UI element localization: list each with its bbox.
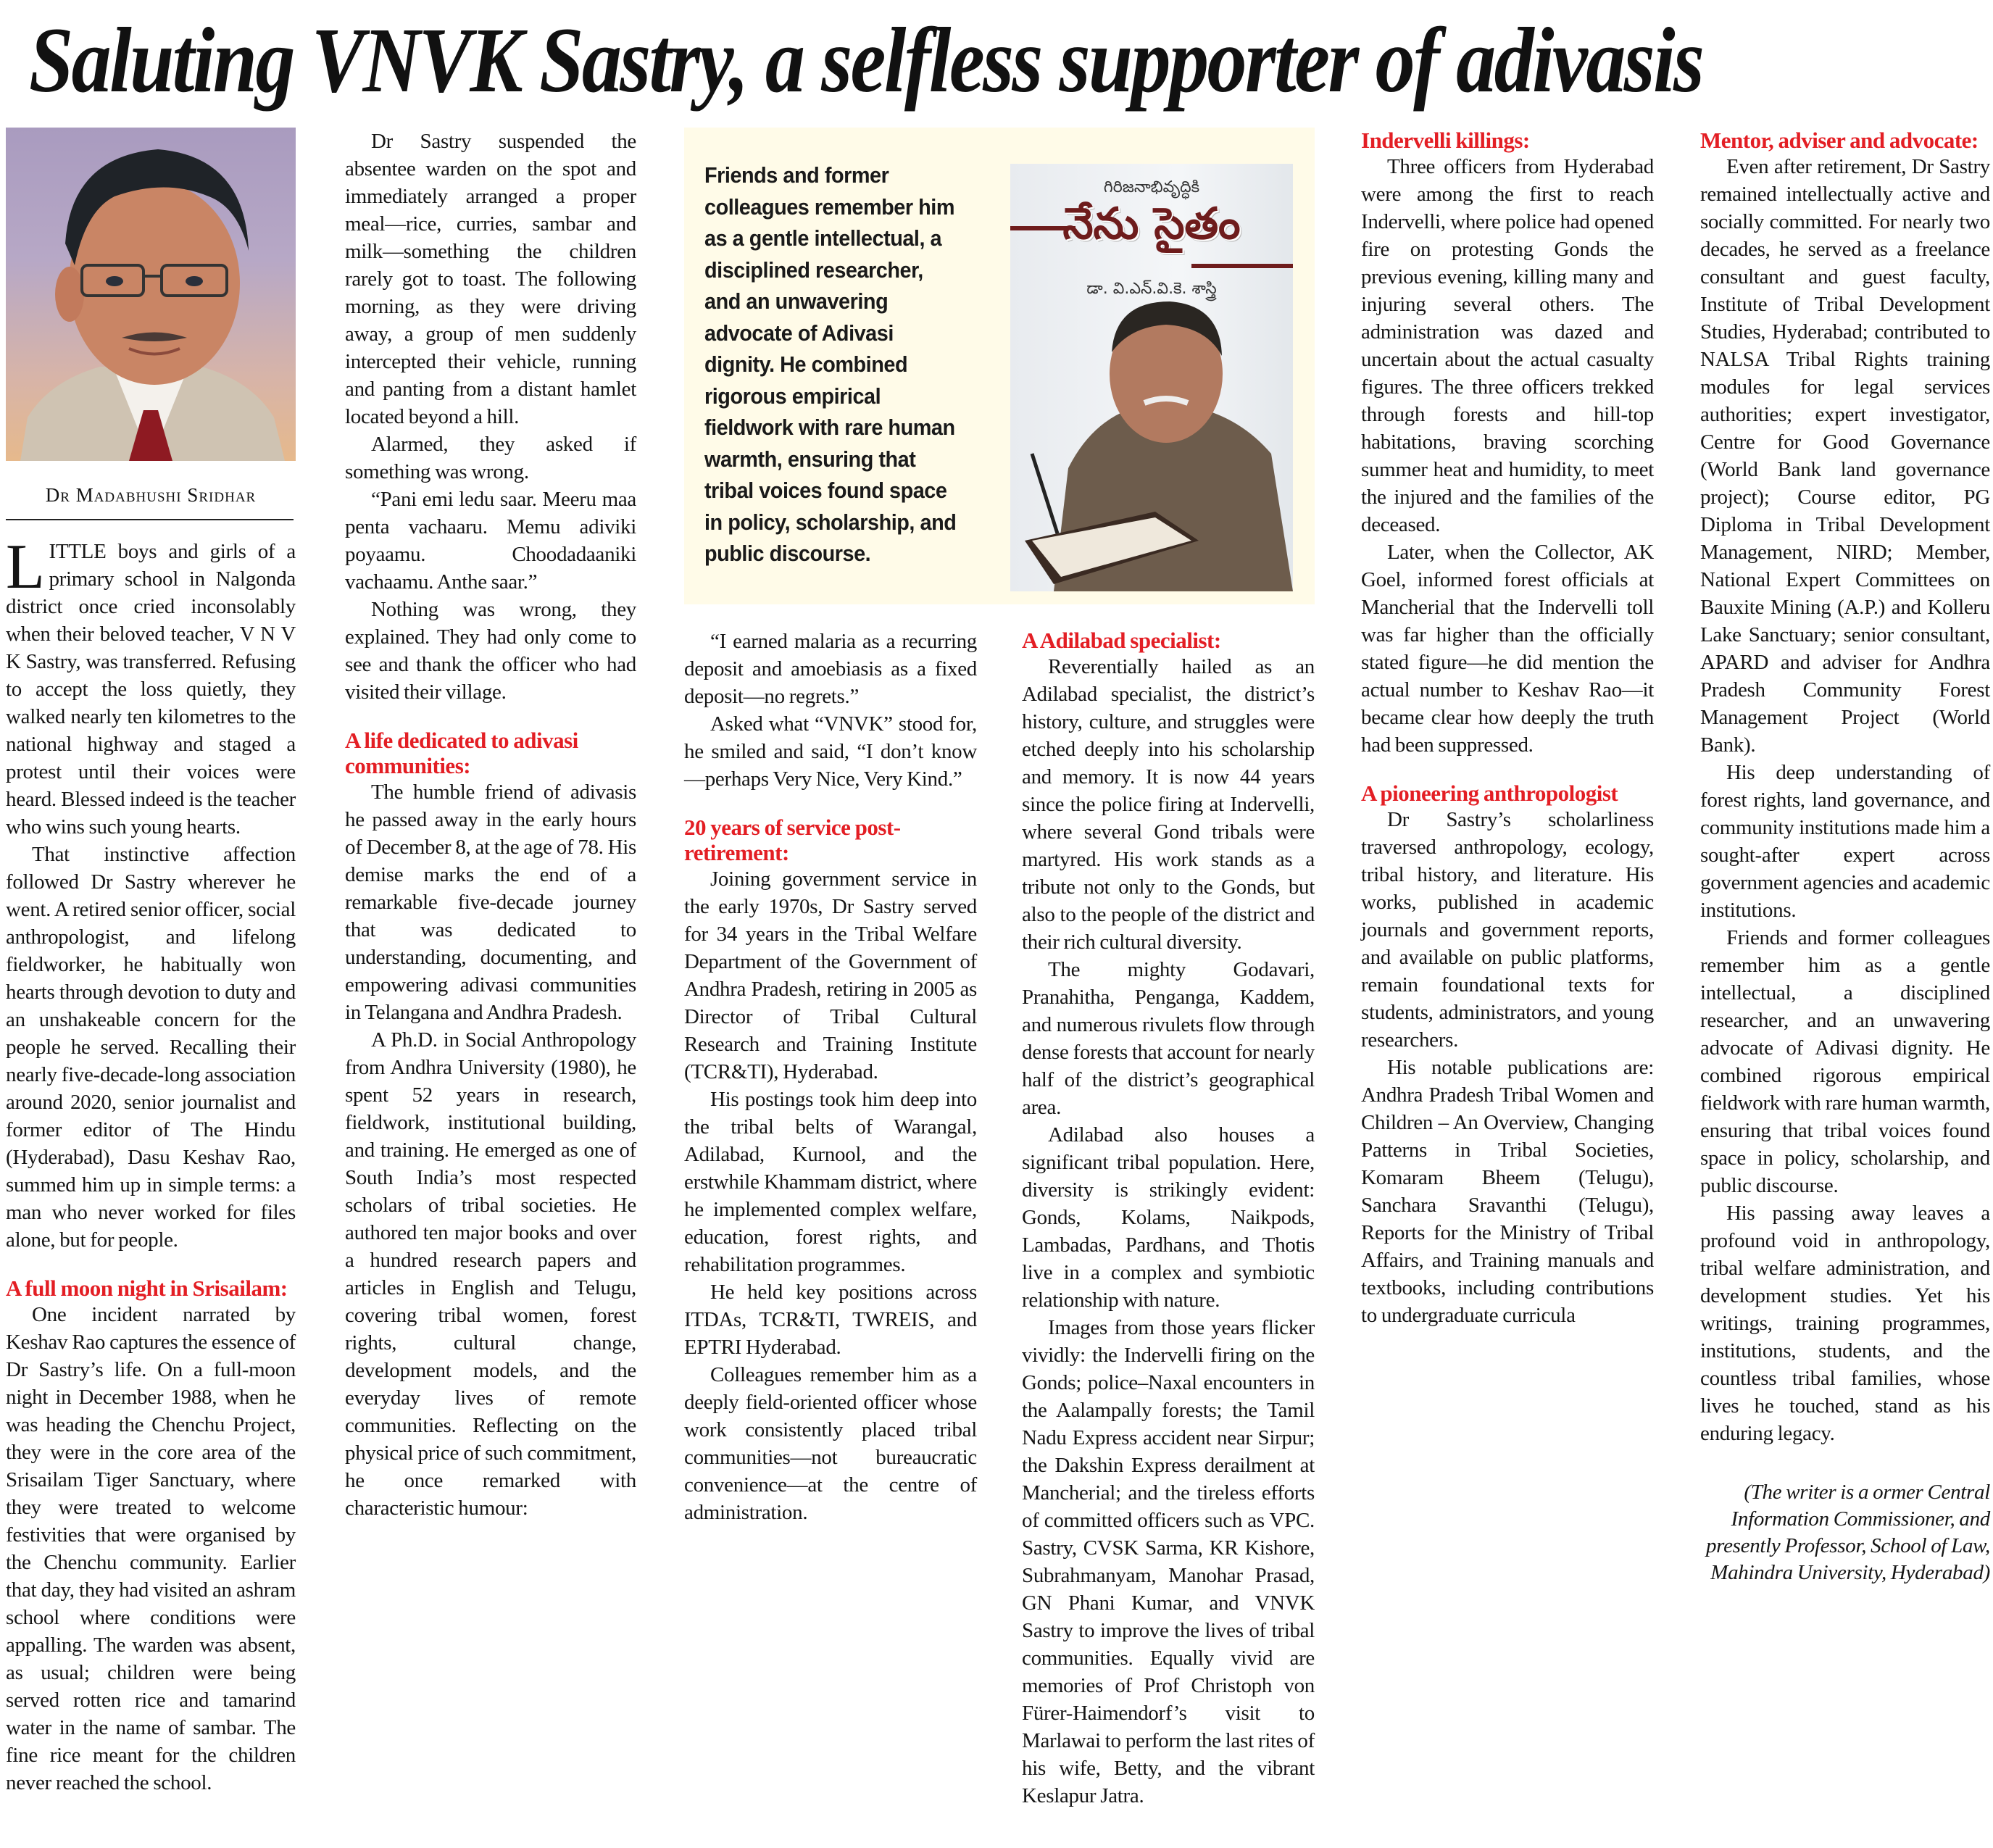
article-paragraph: The mighty Godavari, Pranahitha, Penganga, Kaddem, and numerous rivulets flow through dense forests that account for nearly half of the district’s geographical area. [1022, 958, 1315, 1119]
article-paragraph: Dr Sastry suspended the absentee warden on the spot and immediately arranged a proper meal—rice, curries, sambar and milk—something the children rarely got to toast. The following morning, as they were driving away, a group of men suddenly intercepted their vehicle, running and panting from a distant hamlet located beyond a hill. [345, 130, 636, 428]
article-column-2 [345, 128, 636, 1522]
author-portrait-illustration [6, 128, 296, 461]
drop-cap: L [6, 532, 45, 602]
article-paragraph: One incident narrated by Keshav Rao captures the essence of Dr Sastry’s life. On a full-moon night in December 1988, when he was heading the Chenchu Project, they were in the core area of the Srisailam Tiger Sanctuary, where they were treated to welcome festivities that were organised by the Chenchu community. Earlier that day, they had visited an ashram school where conditions were appalling. The warden was absent, as usual; children were being served rotten rice and tamarind water in the name of sambar. The fine rice meant for the children never reached the school. [6, 1303, 296, 1794]
article-paragraph: Alarmed, they asked if something was wrong. [345, 433, 636, 483]
article-paragraph: “Pani emi ledu saar. Meeru maa penta vachaaru. Memu adiviki poyaamu. Choodadaaniki vachaamu. Anthe saar.” [345, 488, 636, 594]
article-paragraph: The humble friend of adivasis he passed away in the early hours of December 8, at the age of 78. His demise marks the end of a remarkable five-decade journey that was dedicated to understanding, documenting, and empowering adivasi communities in Telangana and Andhra Pradesh. [345, 781, 636, 1024]
article-paragraph: A Ph.D. in Social Anthropology from Andhra University (1980), he spent 52 years in research, fieldwork, institutional building, and training. He emerged as one of South India’s most respected scholars of tribal societies. He authored ten major books and over a hundred research papers and articles in English and Telugu, covering tribal women, forest rights, cultural change, development models, and the everyday lives of remote communities. Reflecting on the physical price of such commitment, he once remarked with characteristic humour: [345, 1028, 636, 1520]
byline-divider [6, 519, 294, 520]
book-author: డా. వి.ఎన్.వి.కె. శాస్త్రి [1086, 280, 1217, 298]
pull-quote-box [684, 128, 1315, 604]
article-paragraph: Images from those years flicker vividly: the Indervelli firing on the Gonds; police–Naxal encounters in the Aalampally forests; the Tamil Nadu Express accident near Sirpur; the Dakshin Express derailment at Mancherial; and the tireless efforts of committed officers such as VPC. Sastry, CVSK Sarma, KR Kishore, Subrahmanyam, Manohar Prasad, GN Phani Kumar, and VNVK Sastry to improve the lives of tribal communities. Equally vivid are memories of Prof Christoph von Fürer-Haimendorf’s visit to Marlawai to perform the last rites of his wife, Betty, and the vibrant Keslapur Jatra. [1022, 1316, 1315, 1807]
article-paragraph: His postings took him deep into the tribal belts of Warangal, Adilabad, Kurnool, and the erstwhile Khammam district, where he implemented complex welfare, education, forest rights, and rehabilitation programmes. [684, 1088, 977, 1276]
article-paragraph: His passing away leaves a profound void in anthropology, tribal welfare administration, and development studies. Yet his writings, training programmes, institutions, students, and the countless tribal families, whose lives he touched, stand as his enduring legacy. [1700, 1202, 1990, 1445]
article-paragraph: Friends and former colleagues remember him as a gentle intellectual, a disciplined researcher, and an unwavering advocate of Adivasi dignity. He combined rigorous empirical fieldwork with rare human warmth, ensuring that tribal voices found space in policy, scholarship, and public discourse. [1700, 926, 1990, 1197]
article-paragraph: Dr Sastry’s scholarliness traversed anthropology, ecology, tribal history, and literature. His works, published in academic journals and government reports, and available on public platforms, remain foundational texts for students, administrators, and young researchers. [1361, 808, 1654, 1052]
article-paragraph: Adilabad also houses a significant tribal population. Here, diversity is strikingly evident: Gonds, Kolams, Naikpods, Lambadas, Pardhans, and Thotis live in a complex and symbiotic relationship with nature. [1022, 1123, 1315, 1312]
article-paragraph: Joining government service in the early 1970s, Dr Sastry served for 34 years in the Tribal Welfare Department of the Government of Andhra Pradesh, retiring in 2005 as Director of Tribal Cultural Research and Training Institute (TCR&TI), Hyderabad. [684, 867, 977, 1083]
article-paragraph: Later, when the Collector, AK Goel, informed forest officials at Mancherial that the Indervelli toll was far higher than the officially stated figure—he did mention the actual number to Keshav Rao—it became clear how deeply the truth had been suppressed. [1361, 541, 1654, 757]
book-cover-photo [1010, 164, 1293, 591]
article-column-6 [1700, 128, 1990, 1586]
section-heading: A Adilabad specialist: [1022, 628, 1221, 653]
article-paragraph-text: ITTLE boys and girls of a primary school in Nalgonda district once cried inconsolably when their beloved teacher, V N V K Sastry, was transferred. Refusing to accept the loss quietly, they walked nearly ten kilometres to the national highway and staged a protest until their voices were heard. Blessed indeed is the teacher who wins such young hearts. [6, 540, 296, 838]
article-column-4 [1022, 628, 1315, 1810]
article-paragraph: He held key positions across ITDAs, TCR&TI, TWREIS, and EPTRI Hyderabad. [684, 1281, 977, 1359]
pull-quote: Friends and former colleagues remember him as a gentle intellectual, a disciplined researcher, and an unwavering advocate of Adivasi dignity. He combined rigorous empirical fieldwork with rare human warmth, ensuring that tribal voices found space in policy, scholarship, and public discourse. [704, 162, 957, 566]
book-title: నేను సైతం [1062, 199, 1241, 249]
article-paragraph: Three officers from Hyderabad were among the first to reach Indervelli, where police had opened fire on protesting Gonds the previous evening, killing many and injuring several others. The administration was dazed and uncertain about the actual casualty figures. The three officers trekked through forests and hill-top habitations, braving scorching summer heat and humidity, to meet the injured and the families of the deceased. [1361, 155, 1654, 536]
article-paragraph: Even after retirement, Dr Sastry remained intellectually active and socially committed. For nearly two decades, he served as a freelance consultant and guest faculty, Institute of Tribal Development Studies, Hyderabad; contributed to NALSA Tribal Rights training modules for legal services authorities; expert investigator, Centre for Good Governance (World Bank land governance project); Course editor, PG Diploma in Tribal Development Management, NIRD; Member, National Expert Committees on Bauxite Mining (A.P.) and Kolleru Lake Sanctuary; senior consultant, APARD and adviser for Andhra Pradesh Community Forest Management Project (World Bank). [1700, 155, 1990, 757]
book-cover-image [1010, 164, 1293, 591]
article-column-5 [1361, 128, 1654, 1329]
article-column-3 [684, 628, 977, 1526]
article-paragraph: Nothing was wrong, they explained. They had only come to see and thank the officer who had visited their village. [345, 598, 636, 704]
headline: Saluting VNVK Sastry, a selfless supporter of adivasis [29, 9, 1703, 112]
book-subtitle: గిరిజనాభివృద్ధికి [1103, 178, 1200, 196]
section-heading: A full moon night in Srisailam: [6, 1275, 288, 1301]
article-paragraph: That instinctive affection followed Dr Sastry wherever he went. A retired senior officer, social anthropologist, and lifelong fieldworker, he habitually won hearts through devotion to duty and an unshakeable concern for the people he served. Recalling their nearly five-decade-long association around 2020, senior journalist and former editor of The Hindu (Hyderabad), Dasu Keshav Rao, summed him up in simple terms: a man who never worked for files alone, but for people. [6, 843, 296, 1252]
article-column-1 [6, 532, 296, 1797]
article-paragraph: Colleagues remember him as a deeply field-oriented officer whose work consistently placed tribal communities—not bureaucratic convenience—at the centre of administration. [684, 1363, 977, 1524]
section-heading: A life dedicated to adivasi communities: [345, 728, 578, 778]
article-paragraph: His deep understanding of forest rights, land governance, and community institutions made him a sought-after expert across government agencies and academic institutions. [1700, 761, 1990, 922]
article-paragraph: “I earned malaria as a recurring deposit and amoebiasis as a fixed deposit—no regrets.” [684, 630, 977, 708]
article-paragraph: His notable publications are: Andhra Pradesh Tribal Women and Children – An Overview, Changing Patterns in Tribal Societies, Komaram Bheem (Telugu), Sanchara Sravanthi (Telugu), Reports for the Ministry of Tribal Affairs, and Training manuals and textbooks, including contributions to undergraduate curricula [1361, 1056, 1654, 1327]
article-paragraph [6, 532, 296, 841]
section-heading: Indervelli killings: [1361, 128, 1530, 153]
section-heading: 20 years of service post-retirement: [684, 815, 901, 865]
author-byline: Dr Madabhushi Sridhar [45, 484, 257, 506]
author-portrait [6, 128, 296, 461]
article-paragraph: Asked what “VNVK” stood for, he smiled and said, “I don’t know—perhaps Very Nice, Very Kind.” [684, 712, 977, 791]
section-heading: A pioneering anthropologist [1361, 781, 1618, 806]
author-footnote: (The writer is a ormer Central Information Commissioner, and presently Professor, School of Law, Mahindra University, Hyderabad) [1705, 1481, 1990, 1584]
section-heading: Mentor, adviser and advocate: [1700, 128, 1979, 153]
article-paragraph: Reverentially hailed as an Adilabad specialist, the district’s history, culture, and struggles were etched deeply into his scholarship and memory. It is now 44 years since the police firing at Indervelli, where several Gond tribals were martyred. His work stands as a tribute not only to the Gonds, but also to the people of the district and their rich cultural diversity. [1022, 655, 1315, 954]
